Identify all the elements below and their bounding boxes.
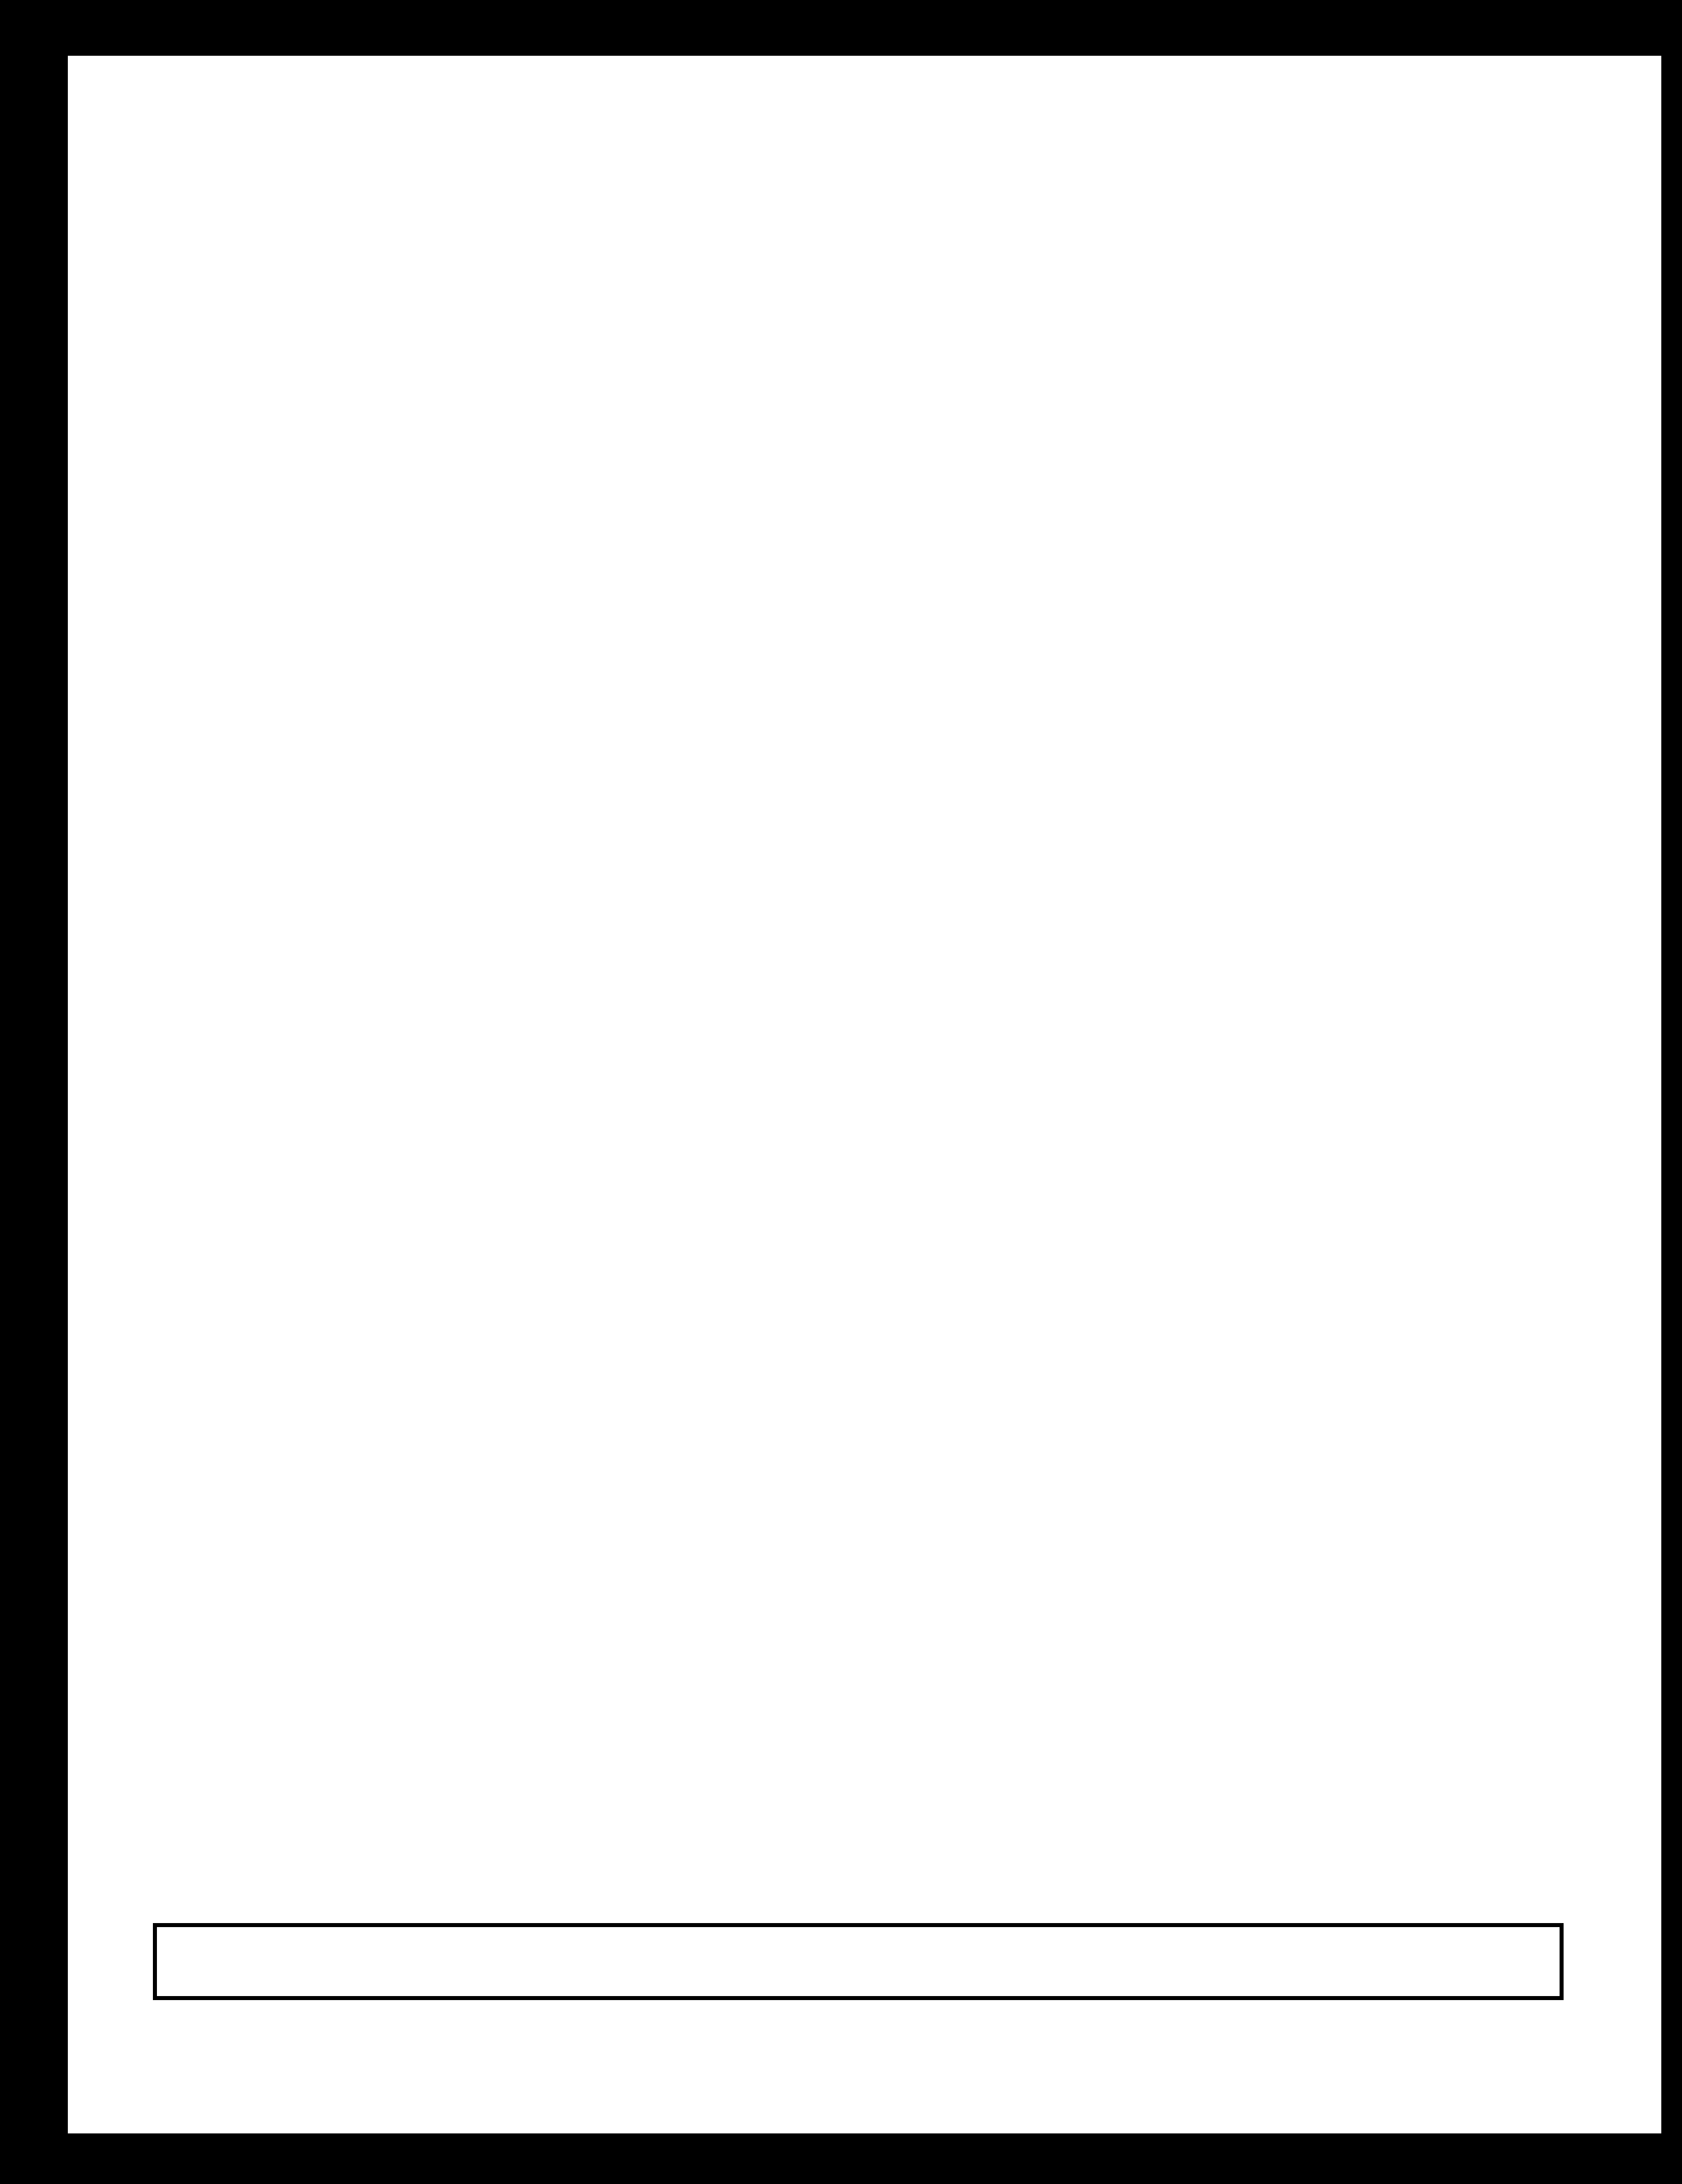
document-page [68,56,1661,2133]
reduction-ratio-scale [153,1923,1564,2000]
